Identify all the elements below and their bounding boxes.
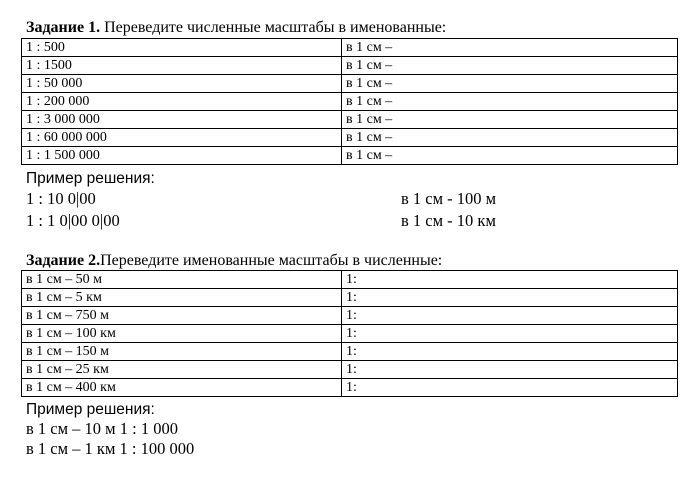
table-row bbox=[22, 111, 678, 129]
answer-cell[interactable]: 1: bbox=[342, 361, 678, 379]
answer-cell[interactable]: в 1 см – bbox=[342, 147, 678, 165]
answer-cell[interactable]: 1: bbox=[342, 307, 678, 325]
named-scale-cell: в 1 см – 5 км bbox=[22, 289, 342, 307]
table-row bbox=[22, 57, 678, 75]
table-row bbox=[22, 325, 678, 343]
task1-heading bbox=[26, 19, 446, 37]
scale-cell: 1 : 500 bbox=[22, 39, 342, 57]
scale-cell: 1 : 50 000 bbox=[22, 75, 342, 93]
task1-text: Переведите численные масштабы в именованные: bbox=[100, 19, 447, 36]
named-scale-cell: в 1 см – 25 км bbox=[22, 361, 342, 379]
answer-cell[interactable]: 1: bbox=[342, 379, 678, 397]
scale-cell: 1 : 1 500 000 bbox=[22, 147, 342, 165]
task1-example-right-2: в 1 см - 10 км bbox=[401, 211, 496, 230]
named-scale-cell: в 1 см – 50 м bbox=[22, 271, 342, 289]
task2-heading bbox=[26, 252, 442, 270]
table-row bbox=[22, 129, 678, 147]
table-row bbox=[22, 361, 678, 379]
task2-text: Переведите именованные масштабы в численные: bbox=[100, 252, 443, 269]
answer-cell[interactable]: в 1 см – bbox=[342, 57, 678, 75]
table-row bbox=[22, 289, 678, 307]
task1-example-left-1: 1 : 10 0|00 bbox=[26, 189, 96, 208]
answer-cell[interactable]: 1: bbox=[342, 271, 678, 289]
task2-example-title: Пример решения: bbox=[26, 401, 155, 418]
named-scale-cell: в 1 см – 750 м bbox=[22, 307, 342, 325]
task1-example-right-1: в 1 см - 100 м bbox=[401, 189, 497, 208]
scale-cell: 1 : 60 000 000 bbox=[22, 129, 342, 147]
table-row bbox=[22, 75, 678, 93]
answer-cell[interactable]: 1: bbox=[342, 325, 678, 343]
table-row bbox=[22, 93, 678, 111]
task2-example-line-2: в 1 см – 1 км 1 : 100 000 bbox=[26, 439, 195, 458]
task1-table bbox=[21, 38, 678, 165]
table-row bbox=[22, 343, 678, 361]
task1-example-left-2: 1 : 1 0|00 0|00 bbox=[26, 211, 120, 230]
task1-label: Задание 1. bbox=[26, 19, 101, 36]
task2-table bbox=[21, 270, 678, 397]
scale-cell: 1 : 3 000 000 bbox=[22, 111, 342, 129]
answer-cell[interactable]: в 1 см – bbox=[342, 93, 678, 111]
answer-cell[interactable]: в 1 см – bbox=[342, 111, 678, 129]
table-row bbox=[22, 271, 678, 289]
named-scale-cell: в 1 см – 150 м bbox=[22, 343, 342, 361]
table-row bbox=[22, 379, 678, 397]
task2-example-line-1: в 1 см – 10 м 1 : 1 000 bbox=[26, 419, 178, 438]
task2-label: Задание 2. bbox=[26, 252, 101, 269]
answer-cell[interactable]: в 1 см – bbox=[342, 39, 678, 57]
scale-cell: 1 : 1500 bbox=[22, 57, 342, 75]
named-scale-cell: в 1 см – 400 км bbox=[22, 379, 342, 397]
table-row bbox=[22, 307, 678, 325]
named-scale-cell: в 1 см – 100 км bbox=[22, 325, 342, 343]
answer-cell[interactable]: в 1 см – bbox=[342, 129, 678, 147]
answer-cell[interactable]: 1: bbox=[342, 343, 678, 361]
answer-cell[interactable]: в 1 см – bbox=[342, 75, 678, 93]
table-row bbox=[22, 39, 678, 57]
task1-example-title: Пример решения: bbox=[26, 170, 155, 187]
table-row bbox=[22, 147, 678, 165]
scale-cell: 1 : 200 000 bbox=[22, 93, 342, 111]
answer-cell[interactable]: 1: bbox=[342, 289, 678, 307]
